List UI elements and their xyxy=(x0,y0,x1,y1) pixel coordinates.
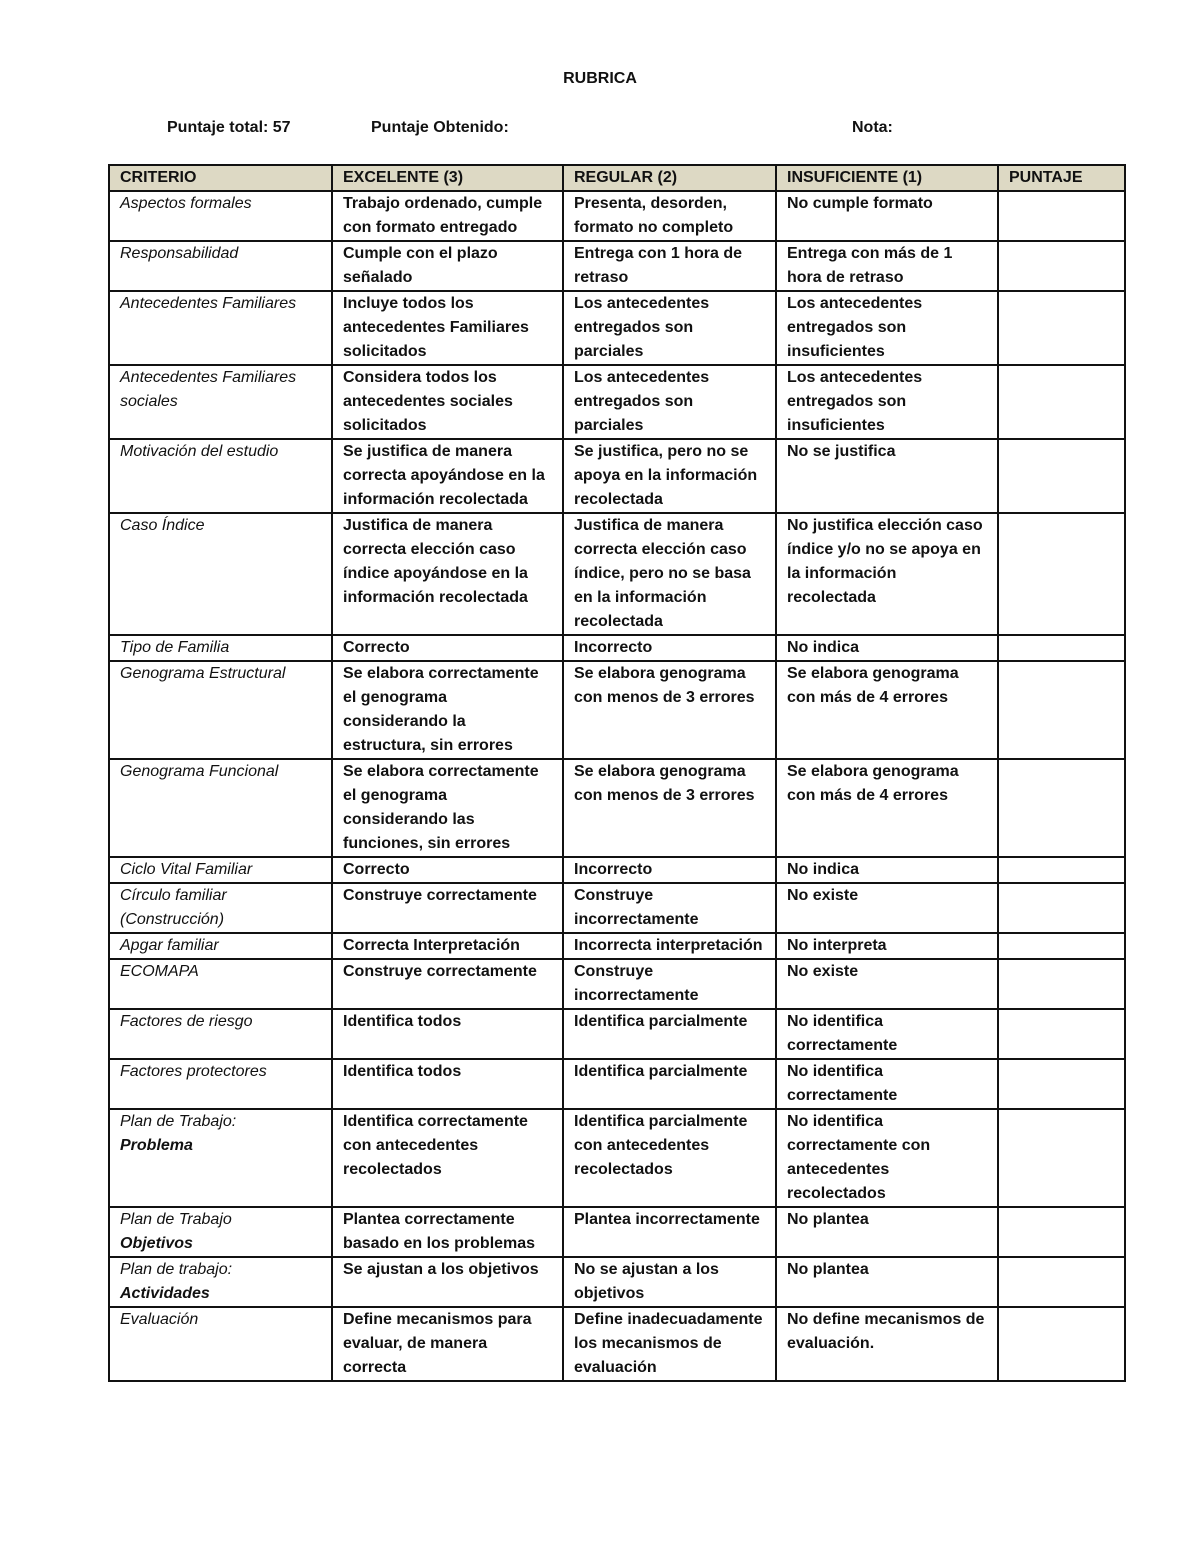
cell-puntaje[interactable] xyxy=(998,1109,1125,1207)
cell-excelente: Correcto xyxy=(332,635,563,661)
cell-regular: Construye incorrectamente xyxy=(563,959,776,1009)
cell-insuficiente: No cumple formato xyxy=(776,191,998,241)
criterio-subtitle: Problema xyxy=(120,1137,193,1154)
table-row xyxy=(109,439,1125,513)
table-row xyxy=(109,635,1125,661)
cell-puntaje[interactable] xyxy=(998,365,1125,439)
cell-insuficiente: No identifica correctamente xyxy=(776,1009,998,1059)
cell-regular: Los antecedentes entregados son parciales xyxy=(563,365,776,439)
cell-criterio xyxy=(109,1207,332,1257)
header-puntaje: PUNTAJE xyxy=(998,165,1125,191)
cell-insuficiente: No existe xyxy=(776,883,998,933)
cell-excelente: Construye correctamente xyxy=(332,883,563,933)
cell-criterio xyxy=(109,513,332,635)
criterio-label: Motivación del estudio xyxy=(120,443,279,460)
cell-criterio xyxy=(109,883,332,933)
criterio-label: Aspectos formales xyxy=(120,195,252,212)
nota-label: Nota: xyxy=(852,119,893,136)
cell-insuficiente: No identifica correctamente xyxy=(776,1059,998,1109)
cell-criterio xyxy=(109,1059,332,1109)
cell-criterio xyxy=(109,365,332,439)
criterio-label: Antecedentes Familiares sociales xyxy=(120,369,297,410)
cell-excelente: Se elabora correctamente el genograma considerando las funciones, sin errores xyxy=(332,759,563,857)
cell-excelente: Identifica todos xyxy=(332,1009,563,1059)
cell-regular: Identifica parcialmente xyxy=(563,1059,776,1109)
cell-excelente: Define mecanismos para evaluar, de manera correcta xyxy=(332,1307,563,1381)
cell-puntaje[interactable] xyxy=(998,241,1125,291)
table-row xyxy=(109,883,1125,933)
rubric-body xyxy=(109,191,1125,1381)
cell-criterio xyxy=(109,759,332,857)
table-row xyxy=(109,513,1125,635)
criterio-label: Responsabilidad xyxy=(120,245,239,262)
cell-regular: Entrega con 1 hora de retraso xyxy=(563,241,776,291)
table-row xyxy=(109,1059,1125,1109)
cell-criterio xyxy=(109,439,332,513)
table-row xyxy=(109,191,1125,241)
cell-regular: Incorrecto xyxy=(563,857,776,883)
cell-insuficiente: No identifica correctamente con antecedentes recolectados xyxy=(776,1109,998,1207)
cell-puntaje[interactable] xyxy=(998,661,1125,759)
document-title: RUBRICA xyxy=(563,70,637,87)
cell-puntaje[interactable] xyxy=(998,1009,1125,1059)
cell-regular: Presenta, desorden, formato no completo xyxy=(563,191,776,241)
cell-puntaje[interactable] xyxy=(998,1307,1125,1381)
table-row xyxy=(109,241,1125,291)
cell-regular: Identifica parcialmente xyxy=(563,1009,776,1059)
cell-excelente: Identifica todos xyxy=(332,1059,563,1109)
cell-criterio xyxy=(109,857,332,883)
cell-regular: Incorrecta interpretación xyxy=(563,933,776,959)
cell-puntaje[interactable] xyxy=(998,959,1125,1009)
cell-regular: Los antecedentes entregados son parciales xyxy=(563,291,776,365)
cell-puntaje[interactable] xyxy=(998,439,1125,513)
cell-criterio xyxy=(109,661,332,759)
cell-excelente: Justifica de manera correcta elección caso índice apoyándose en la información recolectada xyxy=(332,513,563,635)
cell-insuficiente: No plantea xyxy=(776,1257,998,1307)
cell-puntaje[interactable] xyxy=(998,635,1125,661)
cell-regular: No se ajustan a los objetivos xyxy=(563,1257,776,1307)
cell-puntaje[interactable] xyxy=(998,883,1125,933)
cell-excelente: Considera todos los antecedentes sociales solicitados xyxy=(332,365,563,439)
cell-criterio xyxy=(109,1307,332,1381)
criterio-label: Círculo familiar (Construcción) xyxy=(120,887,227,928)
criterio-label: Ciclo Vital Familiar xyxy=(120,861,253,878)
table-row xyxy=(109,1109,1125,1207)
cell-regular: Justifica de manera correcta elección caso índice, pero no se basa en la información recolectada xyxy=(563,513,776,635)
criterio-label: Tipo de Familia xyxy=(120,639,230,656)
criterio-label: Genograma Estructural xyxy=(120,665,286,682)
cell-criterio xyxy=(109,1109,332,1207)
table-row xyxy=(109,291,1125,365)
header-insuficiente: INSUFICIENTE (1) xyxy=(776,165,998,191)
cell-criterio xyxy=(109,933,332,959)
cell-criterio xyxy=(109,635,332,661)
cell-insuficiente: No define mecanismos de evaluación. xyxy=(776,1307,998,1381)
cell-puntaje[interactable] xyxy=(998,857,1125,883)
criterio-subtitle: Actividades xyxy=(120,1285,210,1302)
criterio-label: Caso Índice xyxy=(120,517,205,534)
criterio-subtitle: Objetivos xyxy=(120,1235,193,1252)
cell-puntaje[interactable] xyxy=(998,759,1125,857)
header-row xyxy=(109,165,1125,191)
criterio-label: Plan de trabajo: xyxy=(120,1261,233,1278)
criterio-label: Antecedentes Familiares xyxy=(120,295,297,312)
cell-insuficiente: No interpreta xyxy=(776,933,998,959)
criterio-label: Plan de Trabajo: xyxy=(120,1113,237,1130)
cell-puntaje[interactable] xyxy=(998,1059,1125,1109)
table-row xyxy=(109,1307,1125,1381)
cell-regular: Construye incorrectamente xyxy=(563,883,776,933)
puntaje-total: Puntaje total: 57 xyxy=(167,119,291,136)
table-row xyxy=(109,857,1125,883)
cell-insuficiente: No justifica elección caso índice y/o no se apoya en la información recolectada xyxy=(776,513,998,635)
cell-excelente: Plantea correctamente basado en los problemas xyxy=(332,1207,563,1257)
cell-criterio xyxy=(109,959,332,1009)
criterio-label: Factores protectores xyxy=(120,1063,267,1080)
header-criterio: CRITERIO xyxy=(109,165,332,191)
cell-excelente: Se ajustan a los objetivos xyxy=(332,1257,563,1307)
cell-regular: Define inadecuadamente los mecanismos de evaluación xyxy=(563,1307,776,1381)
cell-insuficiente: No indica xyxy=(776,635,998,661)
cell-insuficiente: Entrega con más de 1 hora de retraso xyxy=(776,241,998,291)
table-row xyxy=(109,1257,1125,1307)
table-row xyxy=(109,959,1125,1009)
table-row xyxy=(109,759,1125,857)
cell-puntaje[interactable] xyxy=(998,933,1125,959)
criterio-label: Apgar familiar xyxy=(120,937,219,954)
table-row xyxy=(109,365,1125,439)
cell-excelente: Identifica correctamente con antecedentes recolectados xyxy=(332,1109,563,1207)
cell-regular: Se justifica, pero no se apoya en la información recolectada xyxy=(563,439,776,513)
table-row xyxy=(109,1207,1125,1257)
criterio-label: Factores de riesgo xyxy=(120,1013,253,1030)
cell-excelente: Cumple con el plazo señalado xyxy=(332,241,563,291)
table-row xyxy=(109,1009,1125,1059)
cell-insuficiente: Los antecedentes entregados son insuficientes xyxy=(776,291,998,365)
cell-puntaje[interactable] xyxy=(998,1257,1125,1307)
cell-excelente: Se justifica de manera correcta apoyándose en la información recolectada xyxy=(332,439,563,513)
header-excelente: EXCELENTE (3) xyxy=(332,165,563,191)
puntaje-obtenido: Puntaje Obtenido: xyxy=(371,119,509,136)
cell-regular: Incorrecto xyxy=(563,635,776,661)
cell-insuficiente: No plantea xyxy=(776,1207,998,1257)
cell-excelente: Incluye todos los antecedentes Familiares solicitados xyxy=(332,291,563,365)
cell-insuficiente: No existe xyxy=(776,959,998,1009)
cell-regular: Se elabora genograma con menos de 3 errores xyxy=(563,661,776,759)
cell-criterio xyxy=(109,291,332,365)
cell-insuficiente: No se justifica xyxy=(776,439,998,513)
cell-insuficiente: Se elabora genograma con más de 4 errores xyxy=(776,661,998,759)
cell-puntaje[interactable] xyxy=(998,1207,1125,1257)
cell-excelente: Correcta Interpretación xyxy=(332,933,563,959)
cell-criterio xyxy=(109,241,332,291)
cell-puntaje[interactable] xyxy=(998,191,1125,241)
cell-puntaje[interactable] xyxy=(998,513,1125,635)
cell-criterio xyxy=(109,1009,332,1059)
cell-excelente: Construye correctamente xyxy=(332,959,563,1009)
cell-insuficiente: Los antecedentes entregados son insuficientes xyxy=(776,365,998,439)
cell-criterio xyxy=(109,191,332,241)
cell-insuficiente: Se elabora genograma con más de 4 errores xyxy=(776,759,998,857)
criterio-label: Evaluación xyxy=(120,1311,199,1328)
cell-puntaje[interactable] xyxy=(998,291,1125,365)
cell-regular: Identifica parcialmente con antecedentes recolectados xyxy=(563,1109,776,1207)
header-regular: REGULAR (2) xyxy=(563,165,776,191)
cell-regular: Plantea incorrectamente xyxy=(563,1207,776,1257)
rubric-table xyxy=(108,164,1126,1382)
cell-excelente: Trabajo ordenado, cumple con formato entregado xyxy=(332,191,563,241)
criterio-label: ECOMAPA xyxy=(120,963,199,980)
cell-regular: Se elabora genograma con menos de 3 errores xyxy=(563,759,776,857)
cell-insuficiente: No indica xyxy=(776,857,998,883)
criterio-label: Plan de Trabajo xyxy=(120,1211,232,1228)
cell-criterio xyxy=(109,1257,332,1307)
table-row xyxy=(109,661,1125,759)
criterio-label: Genograma Funcional xyxy=(120,763,279,780)
table-row xyxy=(109,933,1125,959)
cell-excelente: Se elabora correctamente el genograma considerando la estructura, sin errores xyxy=(332,661,563,759)
cell-excelente: Correcto xyxy=(332,857,563,883)
